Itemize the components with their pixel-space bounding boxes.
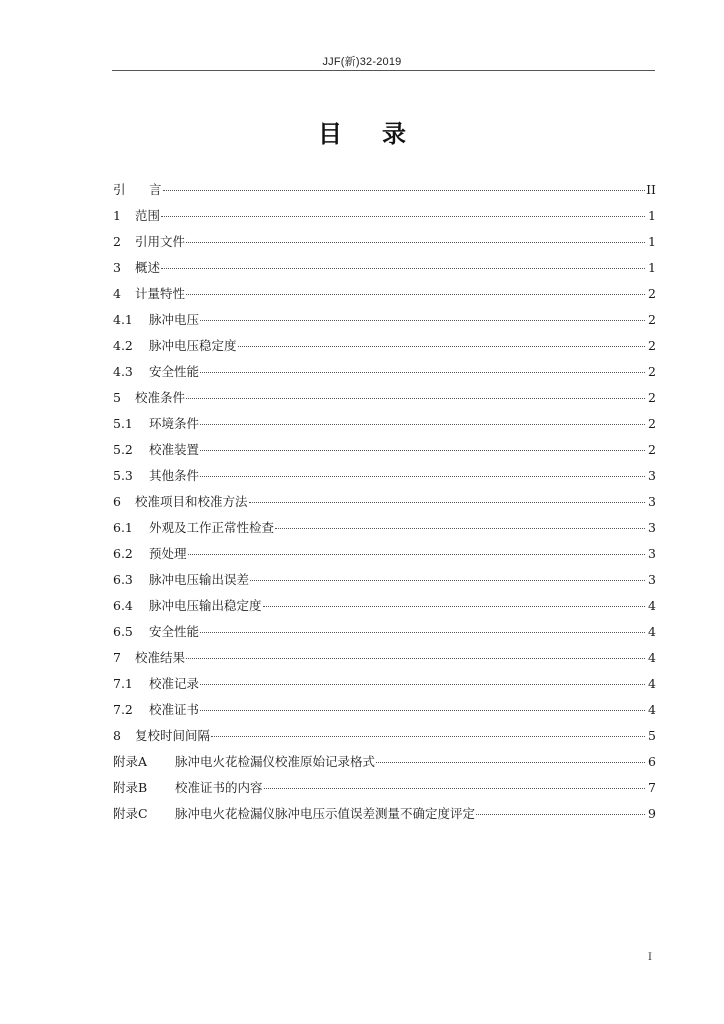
toc-entry[interactable] — [113, 752, 656, 778]
toc-dot-leader — [200, 424, 645, 425]
toc-dot-leader — [200, 476, 645, 477]
toc-entry-title: 复校时间间隔 — [135, 728, 211, 743]
toc-dot-leader — [161, 268, 645, 269]
toc-entry-page: 3 — [648, 494, 656, 509]
toc-dot-leader — [238, 346, 645, 347]
toc-entry-page: 4 — [648, 702, 656, 717]
toc-entry[interactable] — [113, 804, 656, 830]
toc-entry[interactable] — [113, 206, 656, 232]
toc-dot-leader — [200, 372, 645, 373]
toc-entry-page: 9 — [648, 806, 656, 821]
toc-entry-number: 4.3 — [113, 364, 133, 379]
toc-entry-number: 4 — [113, 286, 121, 301]
toc-entry-title: 脉冲电火花检漏仪脉冲电压示值误差测量不确定度评定 — [175, 806, 476, 821]
toc-entry-number: 引 — [113, 182, 126, 197]
toc-dot-leader — [161, 216, 645, 217]
toc-entry-number: 4.2 — [113, 338, 133, 353]
toc-entry-title: 校准条件 — [135, 390, 186, 405]
toc-entry-title: 脉冲电压输出稳定度 — [149, 598, 262, 613]
toc-entry-number: 6.4 — [113, 598, 133, 613]
toc-entry[interactable] — [113, 258, 656, 284]
toc-entry[interactable] — [113, 388, 656, 414]
toc-dot-leader — [275, 528, 645, 529]
toc-entry-title: 脉冲电压稳定度 — [149, 338, 237, 353]
toc-entry-number: 3 — [113, 260, 121, 275]
toc-entry-number: 附录A — [113, 754, 148, 769]
toc-dot-leader — [200, 450, 645, 451]
toc-dot-leader — [163, 190, 645, 191]
toc-entry[interactable] — [113, 440, 656, 466]
toc-entry-title: 范围 — [135, 208, 161, 223]
toc-dot-leader — [264, 788, 645, 789]
page-title: 目录 — [318, 120, 446, 148]
toc-entry-page: 2 — [648, 416, 656, 431]
toc-entry-title: 校准装置 — [149, 442, 200, 457]
toc-entry-number: 5.1 — [113, 416, 133, 431]
toc-dot-leader — [188, 554, 645, 555]
toc-entry[interactable] — [113, 700, 656, 726]
toc-entry-page: 2 — [648, 338, 656, 353]
toc-entry[interactable] — [113, 518, 656, 544]
toc-entry[interactable] — [113, 674, 656, 700]
toc-entry[interactable] — [113, 466, 656, 492]
toc-entry-title: 脉冲电火花检漏仪校准原始记录格式 — [175, 754, 376, 769]
toc-entry-number: 7.1 — [113, 676, 133, 691]
toc-entry[interactable] — [113, 596, 656, 622]
toc-entry-number: 2 — [113, 234, 121, 249]
toc-entry-number: 4.1 — [113, 312, 133, 327]
toc-entry-number: 6.2 — [113, 546, 133, 561]
toc-entry-number: 6.3 — [113, 572, 133, 587]
toc-entry-page: 7 — [648, 780, 656, 795]
toc-entry-number: 1 — [113, 208, 121, 223]
toc-dot-leader — [263, 606, 645, 607]
toc-entry-page: 3 — [648, 520, 656, 535]
toc-entry-number: 6.1 — [113, 520, 133, 535]
toc-entry-title: 外观及工作正常性检查 — [149, 520, 275, 535]
toc-entry[interactable] — [113, 362, 656, 388]
toc-entry-page: 6 — [648, 754, 656, 769]
toc-entry[interactable] — [113, 232, 656, 258]
toc-entry-title: 脉冲电压 — [149, 312, 200, 327]
toc-dot-leader — [200, 684, 645, 685]
toc-entry[interactable] — [113, 544, 656, 570]
toc-entry-page: 2 — [648, 312, 656, 327]
toc-dot-leader — [200, 632, 645, 633]
toc-entry[interactable] — [113, 726, 656, 752]
toc-dot-leader — [376, 762, 645, 763]
toc-entry-title: 安全性能 — [149, 624, 200, 639]
toc-entry[interactable] — [113, 492, 656, 518]
toc-entry-page: 2 — [648, 390, 656, 405]
table-of-contents — [113, 180, 656, 830]
toc-dot-leader — [249, 502, 645, 503]
toc-entry-number: 7.2 — [113, 702, 133, 717]
toc-entry[interactable] — [113, 284, 656, 310]
toc-dot-leader — [476, 814, 645, 815]
toc-entry-number: 5.3 — [113, 468, 133, 483]
toc-dot-leader — [211, 736, 645, 737]
toc-entry-title: 概述 — [135, 260, 161, 275]
toc-entry-page: 1 — [648, 260, 656, 275]
toc-entry-number: 6 — [113, 494, 121, 509]
toc-entry-page: 3 — [648, 572, 656, 587]
toc-entry[interactable] — [113, 336, 656, 362]
page-number: I — [648, 952, 652, 963]
toc-dot-leader — [186, 242, 645, 243]
toc-entry-title: 言 — [149, 182, 162, 197]
toc-entry-page: 5 — [648, 728, 656, 743]
running-header: JJF(新)32-2019 — [322, 56, 402, 68]
toc-entry-page: 2 — [648, 364, 656, 379]
toc-entry-page: 2 — [648, 442, 656, 457]
toc-entry-title: 环境条件 — [149, 416, 200, 431]
toc-entry-number: 6.5 — [113, 624, 133, 639]
toc-entry[interactable] — [113, 570, 656, 596]
toc-entry[interactable] — [113, 414, 656, 440]
toc-dot-leader — [200, 320, 645, 321]
toc-entry[interactable] — [113, 622, 656, 648]
toc-entry-page: 4 — [648, 598, 656, 613]
toc-entry-title: 校准结果 — [135, 650, 186, 665]
toc-entry-title: 安全性能 — [149, 364, 200, 379]
toc-entry-page: 3 — [648, 468, 656, 483]
toc-entry-number: 7 — [113, 650, 121, 665]
header-divider — [112, 70, 655, 71]
toc-entry[interactable] — [113, 310, 656, 336]
toc-entry[interactable] — [113, 778, 656, 804]
toc-dot-leader — [200, 710, 645, 711]
toc-entry[interactable] — [113, 648, 656, 674]
toc-entry-number: 5.2 — [113, 442, 133, 457]
toc-entry-title: 校准证书的内容 — [175, 780, 263, 795]
toc-entry-title: 校准记录 — [149, 676, 200, 691]
toc-entry-number: 8 — [113, 728, 121, 743]
toc-entry-page: 4 — [648, 624, 656, 639]
toc-dot-leader — [250, 580, 645, 581]
toc-entry-page: 1 — [648, 234, 656, 249]
toc-entry-page: 3 — [648, 546, 656, 561]
toc-entry-number: 附录C — [113, 806, 148, 821]
toc-entry-title: 计量特性 — [135, 286, 186, 301]
toc-entry-page: 4 — [648, 650, 656, 665]
toc-dot-leader — [186, 658, 645, 659]
toc-entry-page: II — [646, 182, 656, 197]
toc-entry-title: 引用文件 — [135, 234, 186, 249]
toc-entry[interactable] — [113, 180, 656, 206]
toc-entry-number: 附录B — [113, 780, 148, 795]
toc-entry-title: 其他条件 — [149, 468, 200, 483]
toc-entry-title: 预处理 — [149, 546, 187, 561]
toc-dot-leader — [186, 294, 645, 295]
toc-entry-number: 5 — [113, 390, 121, 405]
toc-entry-title: 校准证书 — [149, 702, 200, 717]
toc-entry-page: 4 — [648, 676, 656, 691]
toc-entry-title: 校准项目和校准方法 — [135, 494, 248, 509]
toc-dot-leader — [186, 398, 645, 399]
toc-entry-page: 1 — [648, 208, 656, 223]
toc-entry-page: 2 — [648, 286, 656, 301]
toc-entry-title: 脉冲电压输出误差 — [149, 572, 250, 587]
